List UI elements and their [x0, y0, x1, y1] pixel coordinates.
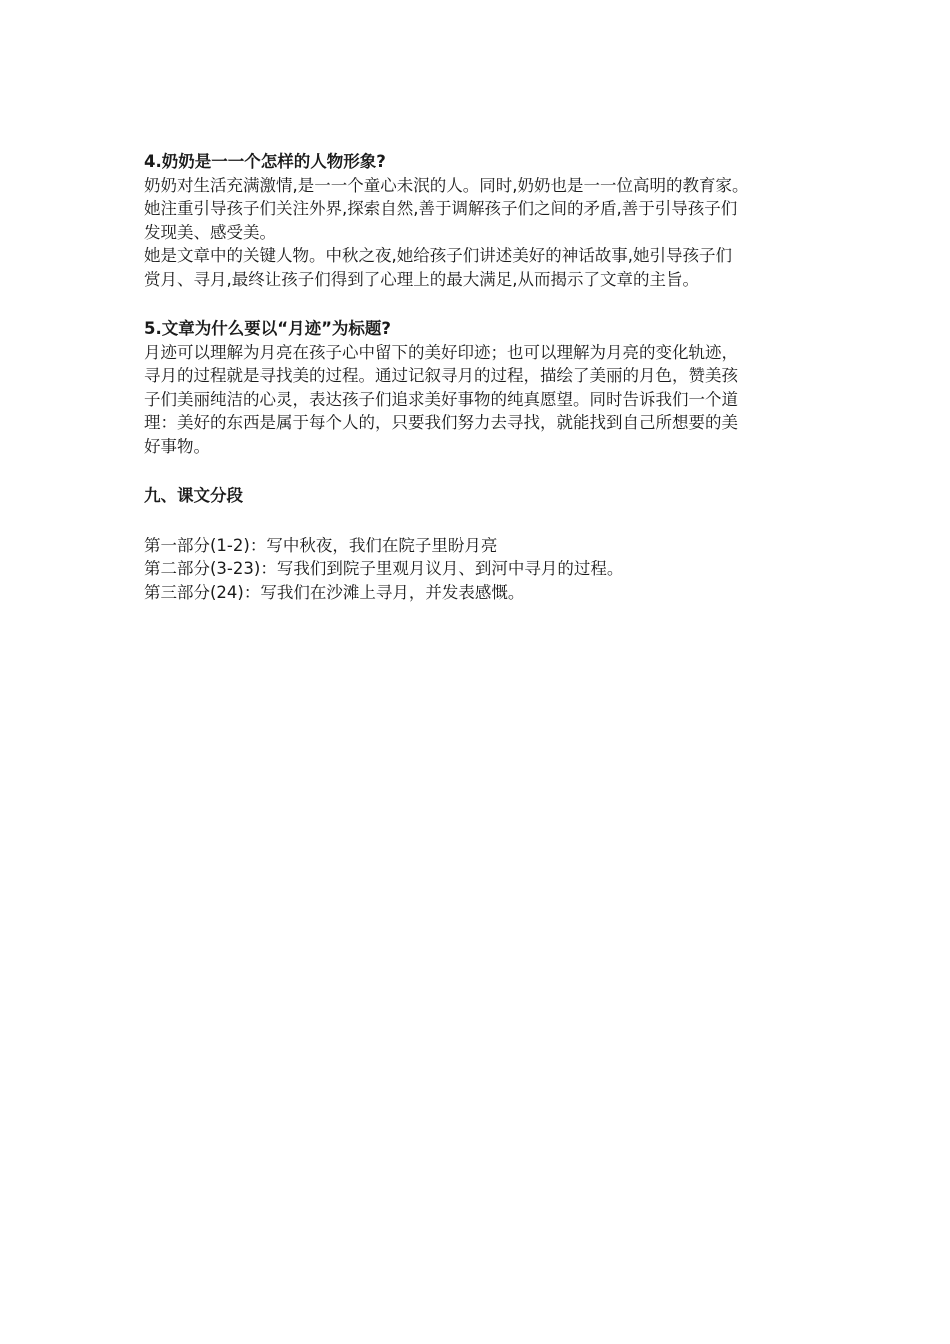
paragraph-line: 理：美好的东西是属于每个人的，只要我们努力去寻找，就能找到自己所想要的美: [144, 413, 738, 432]
part-line: 第一部分(1-2)：写中秋夜，我们在院子里盼月亮: [144, 535, 498, 555]
section-heading: 4.奶奶是一一个怎样的人物形象?: [144, 152, 386, 171]
paragraph-line: 子们美丽纯洁的心灵，表达孩子们追求美好事物的纯真愿望。同时告诉我们一个道: [144, 389, 738, 409]
document-page: [144, 150, 820, 604]
paragraph-line: 发现美、感受美。: [144, 222, 276, 242]
section-heading: 5.文章为什么要以“月迹”为标题?: [144, 319, 392, 338]
paragraph-line: 好事物。: [144, 436, 210, 456]
paragraph-line: 寻月的过程就是寻找美的过程。通过记叙寻月的过程，描绘了美丽的月色，赞美孩: [144, 366, 738, 385]
paragraph-line: 奶奶对生活充满激情,是一一个童心未泯的人。同时,奶奶也是一一位高明的教育家。: [144, 175, 749, 195]
paragraph-line: 她是文章中的关键人物。中秋之夜,她给孩子们讲述美好的神话故事,她引导孩子们: [144, 246, 732, 265]
paragraph-line: 月迹可以理解为月亮在孩子心中留下的美好印迹；也可以理解为月亮的变化轨迹，: [144, 342, 738, 362]
spacer: [144, 508, 820, 534]
part-line: 第三部分(24)：写我们在沙滩上寻月，并发表感慨。: [144, 582, 525, 602]
spacer: [144, 291, 820, 317]
part-line: 第二部分(3-23)：写我们到院子里观月议月、到河中寻月的过程。: [144, 559, 624, 578]
spacer: [144, 458, 820, 484]
section-heading: 九、课文分段: [144, 486, 243, 505]
section-5: [144, 317, 820, 458]
paragraph-line: 赏月、寻月,最终让孩子们得到了心理上的最大满足,从而揭示了文章的主旨。: [144, 269, 699, 289]
paragraph-line: 她注重引导孩子们关注外界,探索自然,善于调解孩子们之间的矛盾,善于引导孩子们: [144, 199, 738, 218]
section-9: [144, 484, 820, 604]
section-4: [144, 150, 820, 291]
